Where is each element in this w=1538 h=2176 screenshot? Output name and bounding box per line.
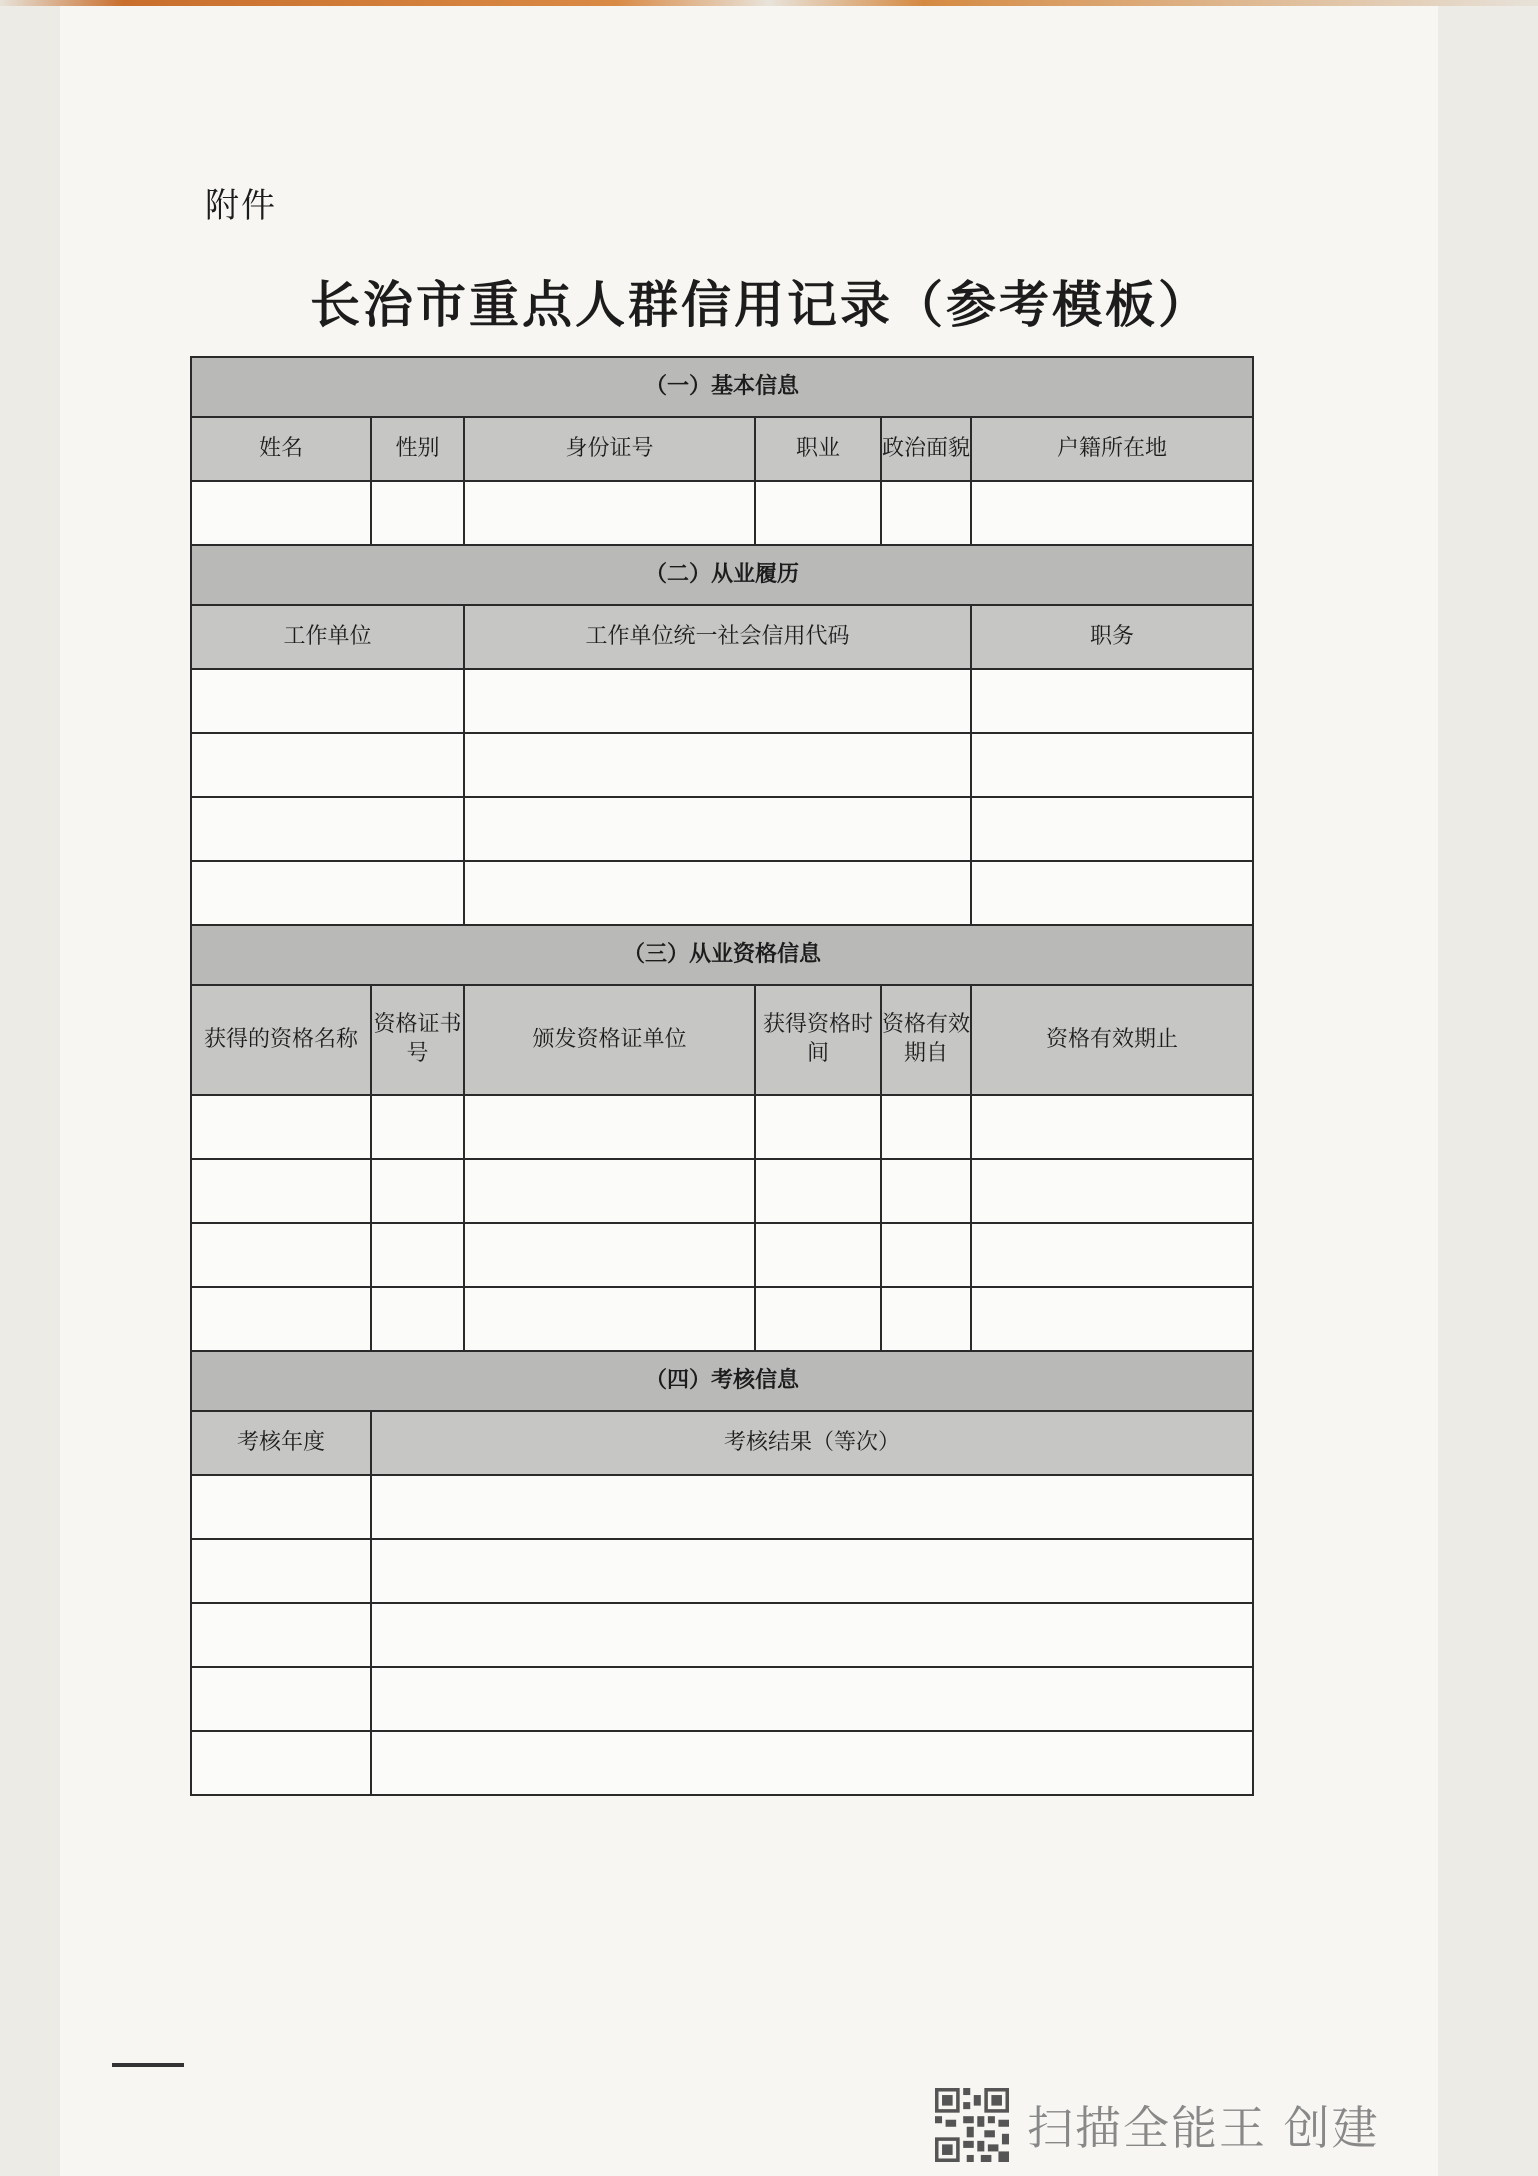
table-row: [191, 1731, 1253, 1795]
blank-cell[interactable]: [371, 1223, 464, 1287]
table-row: [191, 1287, 1253, 1351]
col-certificate-number: 资格证书号: [371, 985, 464, 1095]
blank-cell[interactable]: [755, 1223, 881, 1287]
col-political-status: 政治面貌: [881, 417, 971, 481]
section-employment-heading: （二）从业履历: [191, 545, 1253, 605]
col-occupation: 职业: [755, 417, 881, 481]
col-household-registration: 户籍所在地: [971, 417, 1253, 481]
blank-cell[interactable]: [191, 1667, 371, 1731]
blank-cell[interactable]: [881, 1287, 971, 1351]
blank-cell[interactable]: [881, 1095, 971, 1159]
blank-cell[interactable]: [881, 1223, 971, 1287]
section-qualification-heading: （三）从业资格信息: [191, 925, 1253, 985]
attachment-label: 附件: [205, 186, 277, 226]
blank-cell[interactable]: [881, 1159, 971, 1223]
blank-cell[interactable]: [971, 1287, 1253, 1351]
blank-cell[interactable]: [464, 1287, 755, 1351]
table-row: [191, 797, 1253, 861]
table-row: [191, 1603, 1253, 1667]
blank-cell[interactable]: [191, 669, 464, 733]
blank-cell[interactable]: [464, 1159, 755, 1223]
blank-cell[interactable]: [191, 1731, 371, 1795]
blank-cell[interactable]: [971, 669, 1253, 733]
column-header-row: [191, 605, 1253, 669]
blank-cell[interactable]: [371, 1603, 1253, 1667]
blank-cell[interactable]: [755, 1159, 881, 1223]
col-name: 姓名: [191, 417, 371, 481]
blank-cell[interactable]: [371, 1475, 1253, 1539]
section-header-row: [191, 1351, 1253, 1411]
scanner-watermark: [935, 2085, 1380, 2165]
col-qualification-name: 获得的资格名称: [191, 985, 371, 1095]
col-gender: 性别: [371, 417, 464, 481]
blank-cell[interactable]: [191, 861, 464, 925]
blank-cell[interactable]: [971, 1223, 1253, 1287]
blank-cell[interactable]: [971, 797, 1253, 861]
blank-cell[interactable]: [371, 481, 464, 545]
table-row: [191, 733, 1253, 797]
blank-cell[interactable]: [464, 733, 971, 797]
col-valid-until: 资格有效期止: [971, 985, 1253, 1095]
blank-cell[interactable]: [371, 1667, 1253, 1731]
blank-cell[interactable]: [971, 1159, 1253, 1223]
section-assessment-heading: （四）考核信息: [191, 1351, 1253, 1411]
col-employer: 工作单位: [191, 605, 464, 669]
credit-record-table: [190, 356, 1254, 1796]
col-obtained-date: 获得资格时间: [755, 985, 881, 1095]
blank-cell[interactable]: [191, 1223, 371, 1287]
table-row: [191, 1667, 1253, 1731]
watermark-text: 扫描全能王 创建: [1027, 2101, 1380, 2155]
col-assessment-year: 考核年度: [191, 1411, 371, 1475]
blank-cell[interactable]: [371, 1731, 1253, 1795]
col-valid-from: 资格有效期自: [881, 985, 971, 1095]
col-issuing-authority: 颁发资格证单位: [464, 985, 755, 1095]
col-employer-credit-code: 工作单位统一社会信用代码: [464, 605, 971, 669]
blank-cell[interactable]: [464, 669, 971, 733]
section-header-row: [191, 545, 1253, 605]
table-row: [191, 861, 1253, 925]
blank-cell[interactable]: [464, 1095, 755, 1159]
blank-cell[interactable]: [191, 1603, 371, 1667]
blank-cell[interactable]: [191, 1539, 371, 1603]
column-header-row: [191, 1411, 1253, 1475]
blank-cell[interactable]: [881, 481, 971, 545]
blank-cell[interactable]: [971, 733, 1253, 797]
blank-cell[interactable]: [755, 481, 881, 545]
table-row: [191, 669, 1253, 733]
blank-cell[interactable]: [191, 481, 371, 545]
blank-cell[interactable]: [464, 797, 971, 861]
blank-cell[interactable]: [191, 1159, 371, 1223]
blank-cell[interactable]: [191, 1095, 371, 1159]
blank-cell[interactable]: [371, 1287, 464, 1351]
section-header-row: [191, 357, 1253, 417]
blank-cell[interactable]: [971, 861, 1253, 925]
document-title: 长治市重点人群信用记录（参考模板）: [310, 275, 1211, 334]
table-row: [191, 1539, 1253, 1603]
blank-cell[interactable]: [191, 1287, 371, 1351]
blank-cell[interactable]: [464, 1223, 755, 1287]
blank-cell[interactable]: [755, 1287, 881, 1351]
blank-cell[interactable]: [191, 797, 464, 861]
page-divider: [112, 2063, 184, 2067]
table-row: [191, 481, 1253, 545]
table-row: [191, 1159, 1253, 1223]
blank-cell[interactable]: [371, 1539, 1253, 1603]
blank-cell[interactable]: [464, 481, 755, 545]
col-id-number: 身份证号: [464, 417, 755, 481]
blank-cell[interactable]: [755, 1095, 881, 1159]
section-header-row: [191, 925, 1253, 985]
blank-cell[interactable]: [371, 1159, 464, 1223]
blank-cell[interactable]: [971, 1095, 1253, 1159]
column-header-row: [191, 985, 1253, 1095]
col-assessment-result: 考核结果（等次）: [371, 1411, 1253, 1475]
blank-cell[interactable]: [464, 861, 971, 925]
section-basic-heading: （一）基本信息: [191, 357, 1253, 417]
blank-cell[interactable]: [191, 733, 464, 797]
table-row: [191, 1475, 1253, 1539]
qr-code-icon: [935, 2088, 1009, 2162]
blank-cell[interactable]: [971, 481, 1253, 545]
table-row: [191, 1223, 1253, 1287]
column-header-row: [191, 417, 1253, 481]
blank-cell[interactable]: [191, 1475, 371, 1539]
blank-cell[interactable]: [371, 1095, 464, 1159]
col-position: 职务: [971, 605, 1253, 669]
table-row: [191, 1095, 1253, 1159]
